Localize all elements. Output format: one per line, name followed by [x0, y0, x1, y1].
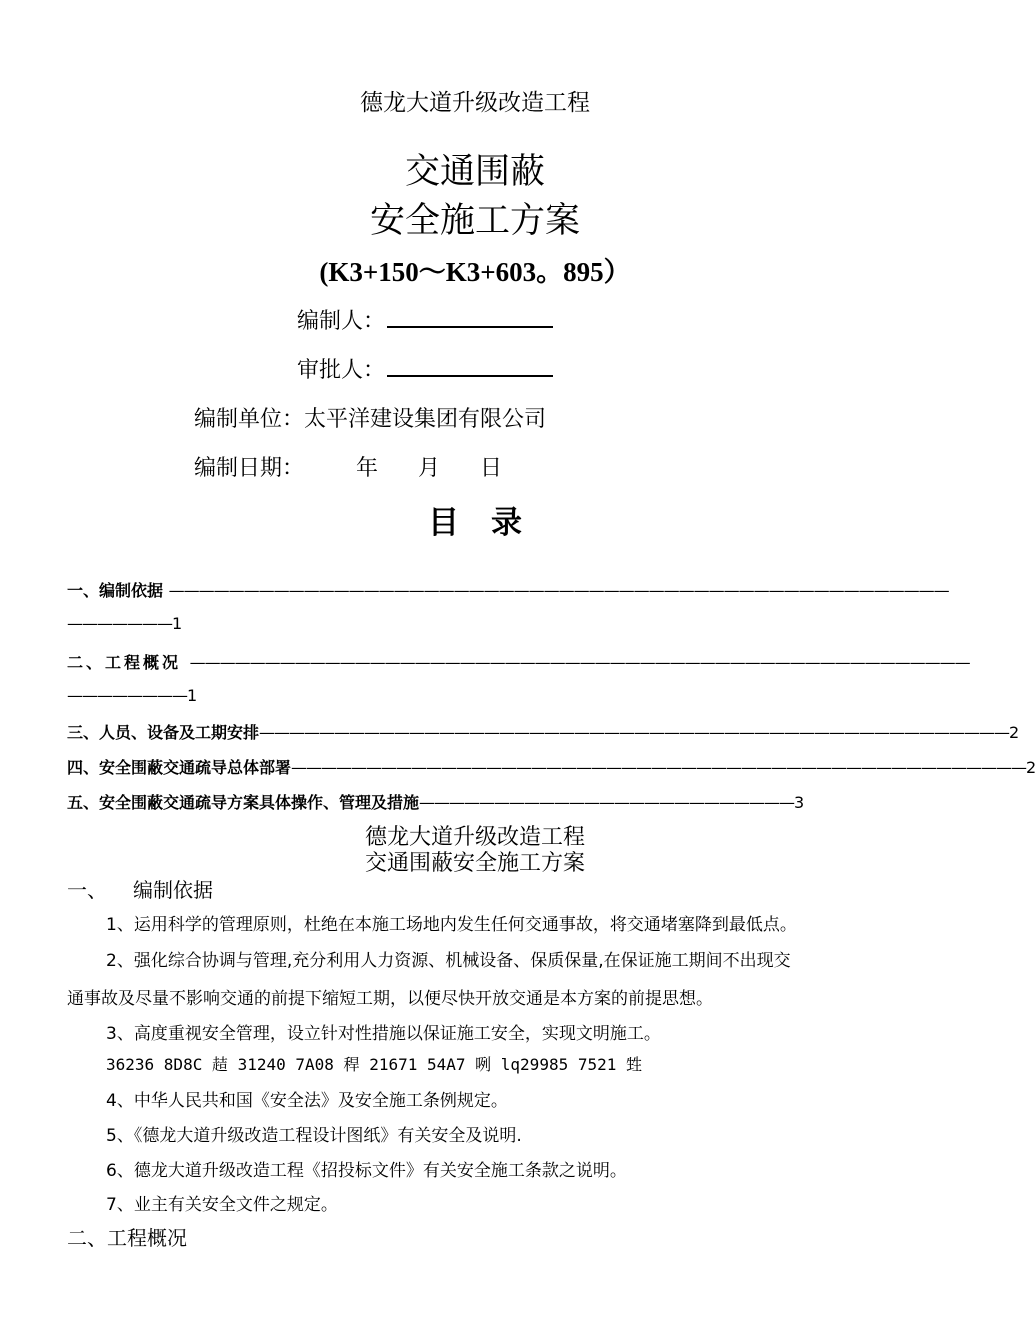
toc-leader: —————————————————————————————————————————————————— — [259, 723, 1010, 742]
unit-value: 太平洋建设集团有限公司 — [304, 407, 547, 432]
compiler-blank-line — [387, 304, 553, 328]
paragraph-2-line2: 通事故及尽量不影响交通的前提下缩短工期，以便尽快开放交通是本方案的前提思想。 — [67, 989, 713, 1009]
paragraph-3: 3、高度重视安全管理，设立针对性措施以保证施工安全，实现文明施工。 — [106, 1024, 661, 1044]
body-title-line1: 德龙大道升级改造工程 — [364, 825, 585, 850]
paragraph-5: 5、《德龙大道升级改造工程设计图纸》有关安全及说明. — [106, 1126, 522, 1146]
approver-field — [297, 353, 553, 384]
toc-page-number: 3 — [794, 793, 805, 812]
toc-page-number: 1 — [187, 686, 198, 705]
toc-item-2-cont[interactable] — [67, 686, 197, 705]
project-title: 德龙大道升级改造工程 — [360, 90, 590, 116]
toc-item-label: 五、安全围蔽交通疏导方案具体操作、管理及措施 — [67, 793, 420, 812]
toc-page-number: 1 — [172, 614, 183, 633]
main-title-line1: 交通围蔽 — [404, 152, 545, 192]
compiler-field — [297, 304, 553, 335]
toc-leader: ——————— — [67, 614, 172, 633]
toc-title: 目录 — [428, 505, 554, 541]
toc-page-number: 2 — [1026, 758, 1036, 777]
date-year: 年 — [356, 456, 379, 481]
toc-item-label: 一、编制依据 — [67, 581, 164, 600]
section-number: 一、 — [67, 878, 107, 902]
paragraph-6: 6、德龙大道升级改造工程《招投标文件》有关安全施工条款之说明。 — [106, 1161, 627, 1181]
toc-item-4[interactable] — [67, 755, 1036, 778]
code-line: 36236 8D8C 趌 31240 7A08 稈 21671 54A7 咧 lq29985 7521 甡 — [106, 1055, 643, 1074]
paragraph-1: 1、运用科学的管理原则，杜绝在本施工场地内发生任何交通事故，将交通堵塞降到最低点。 — [106, 915, 797, 935]
chainage-range: (K3+150～K3+603。895） — [319, 257, 631, 287]
toc-leader: ————————————————————————————————————————————————— — [291, 758, 1027, 777]
compiler-label: 编制人： — [297, 309, 386, 334]
toc-leader: ———————————————————————————————————————————————————— — [168, 581, 949, 600]
toc-item-3[interactable] — [67, 720, 1019, 743]
toc-item-label: 二、工程概况 — [67, 653, 182, 672]
paragraph-4: 4、中华人民共和国《安全法》及安全施工条例规定。 — [106, 1091, 508, 1111]
toc-item-label: 四、安全围蔽交通疏导总体部署 — [67, 758, 292, 777]
toc-item-1-cont[interactable] — [67, 614, 182, 633]
toc-page-number: 2 — [1009, 723, 1020, 742]
toc-leader: ———————————————————————————————————————————————————— — [189, 653, 970, 672]
unit-field — [194, 402, 546, 433]
date-field — [194, 451, 502, 482]
toc-leader: ———————— — [67, 686, 187, 705]
body-title-line2: 交通围蔽安全施工方案 — [364, 851, 585, 876]
approver-blank-line — [387, 353, 553, 377]
toc-item-1[interactable] — [67, 578, 949, 601]
paragraph-7: 7、业主有关安全文件之规定。 — [106, 1195, 338, 1215]
section-heading-1 — [67, 874, 213, 903]
section-heading-2: 二、工程概况 — [67, 1226, 187, 1250]
section-label: 编制依据 — [133, 878, 213, 902]
toc-item-label: 三、人员、设备及工期安排 — [67, 723, 260, 742]
toc-item-5[interactable] — [67, 790, 804, 813]
date-label: 编制日期： — [194, 456, 305, 481]
main-title-line2: 安全施工方案 — [369, 201, 580, 241]
date-day: 日 — [480, 456, 503, 481]
toc-item-2[interactable] — [67, 650, 970, 673]
toc-leader: ————————————————————————— — [419, 793, 795, 812]
paragraph-2-line1: 2、强化综合协调与管理,充分利用人力资源、机械设备、保质保量,在保证施工期间不出现交 — [106, 951, 791, 971]
approver-label: 审批人： — [297, 358, 386, 383]
unit-label: 编制单位： — [194, 407, 305, 432]
date-month: 月 — [418, 456, 441, 481]
